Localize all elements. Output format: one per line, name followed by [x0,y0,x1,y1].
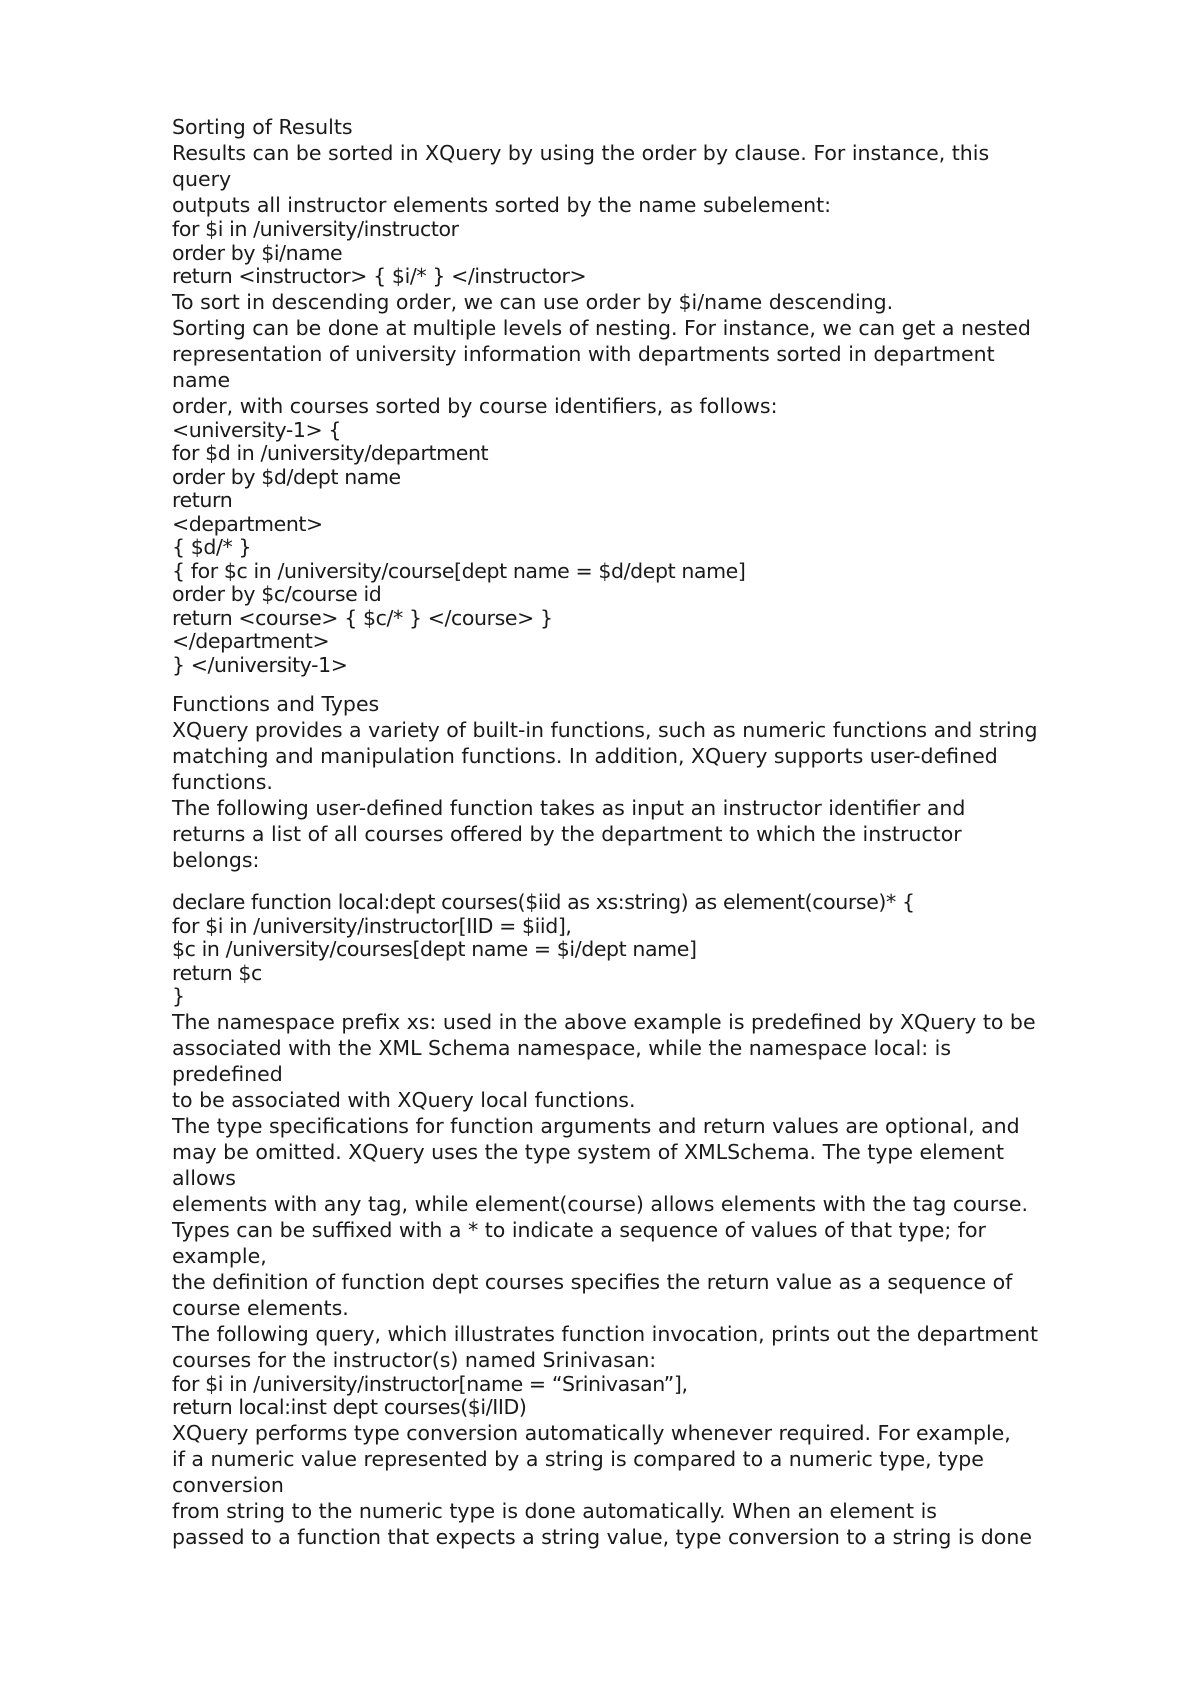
code-line: return <instructor> { $i/* } </instructor> [172,264,587,288]
paragraph-line: XQuery provides a variety of built-in functions, such as numeric functions and string [172,718,1038,742]
paragraph-line: predefined [172,1061,283,1086]
code-line: order by $c/course id [172,582,382,606]
code-line: { $d/* } [172,535,252,559]
paragraph-line: example, [172,1243,267,1268]
paragraph-line: may be omitted. XQuery uses the type system of XMLSchema. The type element [172,1139,1005,1164]
paragraph-line: outputs all instructor elements sorted by the name subelement: [172,193,832,217]
code-line: } [172,984,185,1008]
code-line: for $i in /university/instructor[name = “Srinivasan”], [172,1371,688,1396]
code-line: $c in /university/courses[dept name = $i/dept name] [172,937,697,961]
paragraph-line: order, with courses sorted by course identifiers, as follows: [172,393,778,418]
section-heading-functions: Functions and Types [172,692,380,716]
paragraph-line: allows [172,1165,236,1190]
paragraph-line: The following user-defined function takes as input an instructor identifier and [172,796,966,820]
paragraph-line: representation of university information with departments sorted in department [172,341,995,366]
paragraph-line: to be associated with XQuery local functions. [172,1087,636,1112]
paragraph-line: The following query, which illustrates function invocation, prints out the department [172,1321,1039,1346]
code-line: return [172,488,233,512]
code-line: <university-1> { [172,417,341,442]
code-line: return local:inst dept courses($i/IID) [172,1395,527,1419]
paragraph-line: The namespace prefix xs: used in the above example is predefined by XQuery to be [172,1009,1036,1034]
paragraph-line: course elements. [172,1295,349,1320]
code-line: return $c [172,960,262,985]
code-line: return <course> { $c/* } </course> } [172,605,553,630]
code-line: } </university-1> [172,652,348,677]
paragraph-line: Results can be sorted in XQuery by using the order by clause. For instance, this [172,141,990,165]
paragraph-line: from string to the numeric type is done automatically. When an element is [172,1498,937,1523]
paragraph-line: belongs: [172,848,260,872]
paragraph-line: XQuery performs type conversion automatically whenever required. For example, [172,1420,1011,1445]
paragraph-line: functions. [172,770,273,794]
paragraph-line: matching and manipulation functions. In addition, XQuery supports user-defined [172,744,998,768]
document-body [172,114,1132,1550]
paragraph-line: the definition of function dept courses specifies the return value as a sequence of [172,1269,1013,1294]
paragraph-line: conversion [172,1472,284,1497]
paragraph-line: To sort in descending order, we can use order by $i/name descending. [172,289,894,314]
code-line: order by $d/dept name [172,464,401,489]
code-line: declare function local:dept courses($iid as xs:string) as element(course)* { [172,890,915,914]
paragraph-line: returns a list of all courses offered by the department to which the instructor [172,822,962,846]
paragraph-line: associated with the XML Schema namespace, while the namespace local: is [172,1035,952,1060]
paragraph-line: The type specifications for function arguments and return values are optional, and [172,1113,1020,1138]
paragraph-line: Types can be suffixed with a * to indicate a sequence of values of that type; for [172,1217,986,1242]
code-line: for $i in /university/instructor [172,217,459,241]
code-line: { for $c in /university/course[dept name = $d/dept name] [172,558,746,583]
paragraph-line: Sorting can be done at multiple levels of nesting. For instance, we can get a nested [172,315,1031,340]
section-heading-sorting: Sorting of Results [172,115,353,139]
code-line: order by $i/name [172,240,343,265]
paragraph-line: passed to a function that expects a string value, type conversion to a string is done [172,1524,1032,1549]
paragraph-line: elements with any tag, while element(course) allows elements with the tag course. [172,1191,1028,1216]
paragraph-line: courses for the instructor(s) named Srinivasan: [172,1347,657,1372]
code-gap [172,873,1132,891]
code-line: for $d in /university/department [172,441,489,465]
paragraph-line: name [172,367,231,392]
code-line: for $i in /university/instructor[IID = $iid], [172,913,572,938]
paragraph-line: query [172,167,232,191]
code-line: <department> [172,511,323,536]
code-line: </department> [172,629,330,653]
paragraph-line: if a numeric value represented by a string is compared to a numeric type, type [172,1446,984,1471]
section-gap [172,677,1132,691]
